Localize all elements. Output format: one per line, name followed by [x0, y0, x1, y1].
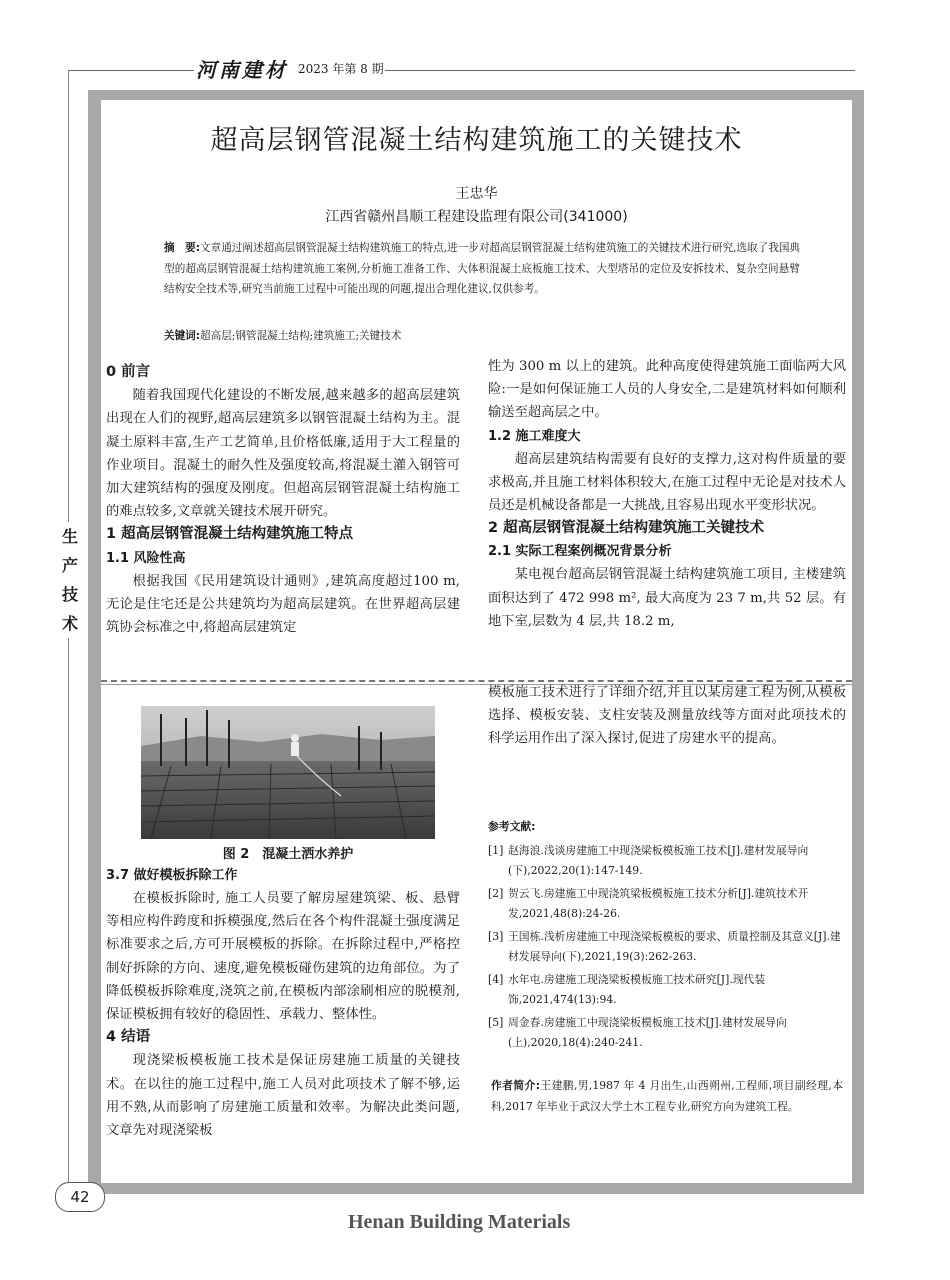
author-bio: [491, 1076, 843, 1117]
author-name: 王忠华: [455, 186, 498, 202]
journal-english-name: Henan Building Materials: [348, 1211, 571, 1233]
heading-1-1: 1.1 风险性高: [106, 550, 186, 566]
article-title: 超高层钢管混凝土结构建筑施工的关键技术: [210, 125, 743, 156]
references-title: 参考文献:: [488, 820, 536, 833]
reference-number: [1]: [488, 843, 504, 857]
reference-text: 王国栋.浅析房建施工中现浇梁板模板的要求、质量控制及其意义[J].建材发展导向(下),2021,19(3):262-263.: [508, 929, 841, 963]
column-top-left: [106, 361, 460, 639]
header-rule: [385, 70, 855, 71]
reference-text: 贺云飞.房建施工中现浇筑梁板模板施工技术分析[J].建筑技术开发,2021,48(8):24-26.: [508, 886, 809, 920]
reference-text: 赵海浪.浅谈房建施工中现浇梁板模板施工技术[J].建材发展导向(下),2022,20(1):147-149.: [508, 843, 809, 877]
paragraph-2-1: 某电视台超高层钢管混凝土结构建筑施工项目, 主楼建筑面积达到了 472 998 m², 最大高度为 23 7 m,共 52 层。有地下室,层数为 4 层,共 18.2 m,: [488, 567, 846, 629]
paragraph-intro: 随着我国现代化建设的不断发展,越来越多的超高层建筑出现在人们的视野,超高层建筑多以钢管混凝土结构为主。混凝土原料丰富,生产工艺简单,且价格低廉,适用于大工程量的作业项目。混凝土的耐久性及强度较高,将混凝土灌入钢管可加大建筑结构的强度及刚度。但超高层钢管混凝土结构施工的难点较多,文章就关键技术展开研究。: [106, 388, 460, 520]
heading-section-2: 2 超高层钢管混凝土结构建筑施工关键技术: [488, 520, 765, 537]
page-number: 42: [55, 1182, 105, 1212]
reference-text: 水年屯.房建施工现浇梁板模板施工技术研究[J].现代装饰,2021,474(13):94.: [508, 972, 766, 1006]
paragraph-conclusion-continued: 模板施工技术进行了详细介绍,并且以某房建工程为例,从模板选择、模板安装、支柱安装及测量放线等方面对此项技术的科学运用作出了深入探讨,促进了房建水平的提高。: [488, 685, 846, 747]
reference-item: [488, 884, 846, 925]
references: [488, 817, 846, 1056]
abstract-text: 文章通过阐述超高层钢管混凝土结构建筑施工的特点,进一步对超高层钢管混凝土结构建筑施工的关键技术进行研究,选取了我国典型的超高层钢管混凝土结构建筑施工案例,分析施工准备工作、大体积混凝土底板施工技术、大型塔吊的定位及安拆技术、复杂空间悬臂结构安全技术等,研究当前施工过程中可能出现的问题,提出合理化建议,仅供参考。: [164, 242, 801, 295]
keywords: [164, 326, 800, 346]
heading-1-2: 1.2 施工难度大: [488, 428, 581, 444]
heading-3-7: 3.7 做好模板拆除工作: [106, 868, 238, 883]
reference-number: [5]: [488, 1015, 504, 1029]
column-top-right: [488, 355, 846, 633]
figure-caption: 图 2 混凝土洒水养护: [222, 847, 354, 862]
reference-text: 周金春.房建施工中现浇梁板模板施工技术[J].建材发展导向(上),2020,18(4):240-241.: [508, 1015, 787, 1049]
issue-label: 2023 年第 8 期: [298, 62, 384, 76]
paragraph-conclusion: 现浇梁板模板施工技术是保证房建施工质量的关键技术。在以往的施工过程中,施工人员对此项技术了解不够,运用不熟,从而影响了房建施工质量和效率。为解决此类问题,文章先对现浇梁板: [106, 1053, 460, 1139]
reference-item: [488, 927, 846, 968]
affiliation: 江西省赣州昌顺工程建设监理有限公司(341000): [325, 209, 628, 225]
paragraph-3-7: 在模板拆除时, 施工人员要了解房屋建筑梁、板、悬臂等相应构件跨度和拆模强度,然后在各个构件混凝土强度满足标准要求之后,方可开展模板的拆除。在拆除过程中,严格控制好拆除的方向、速度,避免模板碰伤建筑的边角部位。为了降低模板拆除难度,浇筑之前,在模板内部涂刷相应的脱模剂,保证模板拥有较好的稳固性、承载力、整体性。: [106, 891, 460, 1023]
section-label: 生产技术: [58, 522, 82, 638]
reference-number: [4]: [488, 972, 504, 986]
abstract: [164, 238, 800, 300]
keywords-text: 超高层;钢管混凝土结构;建筑施工;关键技术: [200, 330, 402, 342]
bio-label: 作者简介:: [491, 1079, 541, 1092]
heading-section-1: 1 超高层钢管混凝土结构建筑施工特点: [106, 526, 354, 543]
paragraph-1-1: 根据我国《民用建筑设计通则》,建筑高度超过100 m,无论是住宅还是公共建筑均为超高层建筑。在世界超高层建筑协会标准之中,将超高层建筑定: [106, 573, 460, 636]
paragraph-1-1-continued: 性为 300 m 以上的建筑。此种高度使得建筑施工面临两大风险:一是如何保证施工人员的人身安全,二是建筑材料如何顺利输送至超高层之中。: [488, 359, 846, 421]
keywords-label: 关键词:: [164, 330, 201, 342]
journal-name: 河南建材: [196, 58, 288, 82]
heading-intro: 0 前言: [106, 364, 151, 380]
heading-conclusion: 4 结语: [106, 1029, 151, 1046]
construction-photo: [141, 706, 435, 839]
column-bottom-left: [106, 841, 460, 1142]
paragraph-1-2: 超高层建筑结构需要有良好的支撑力,这对构件质量的要求极高,并且施工材料体积较大,在施工过程中无论是对技术人员还是机械设备都是一大挑战,且容易出现水平变形状况。: [488, 451, 846, 514]
header-rule: [68, 70, 194, 71]
abstract-label: 摘 要:: [164, 242, 201, 254]
reference-item: [488, 1013, 846, 1054]
reference-number: [3]: [488, 929, 504, 943]
heading-2-1: 2.1 实际工程案例概况背景分析: [488, 544, 672, 560]
bio-text: 王建鹏,男,1987 年 4 月出生,山西朔州,工程师,项目副经理,本科,2017 年毕业于武汉大学土木工程专业,研究方向为建筑工程。: [491, 1079, 843, 1113]
column-bottom-right: [488, 681, 846, 751]
reference-item: [488, 970, 846, 1011]
reference-number: [2]: [488, 886, 504, 900]
reference-item: [488, 841, 846, 882]
